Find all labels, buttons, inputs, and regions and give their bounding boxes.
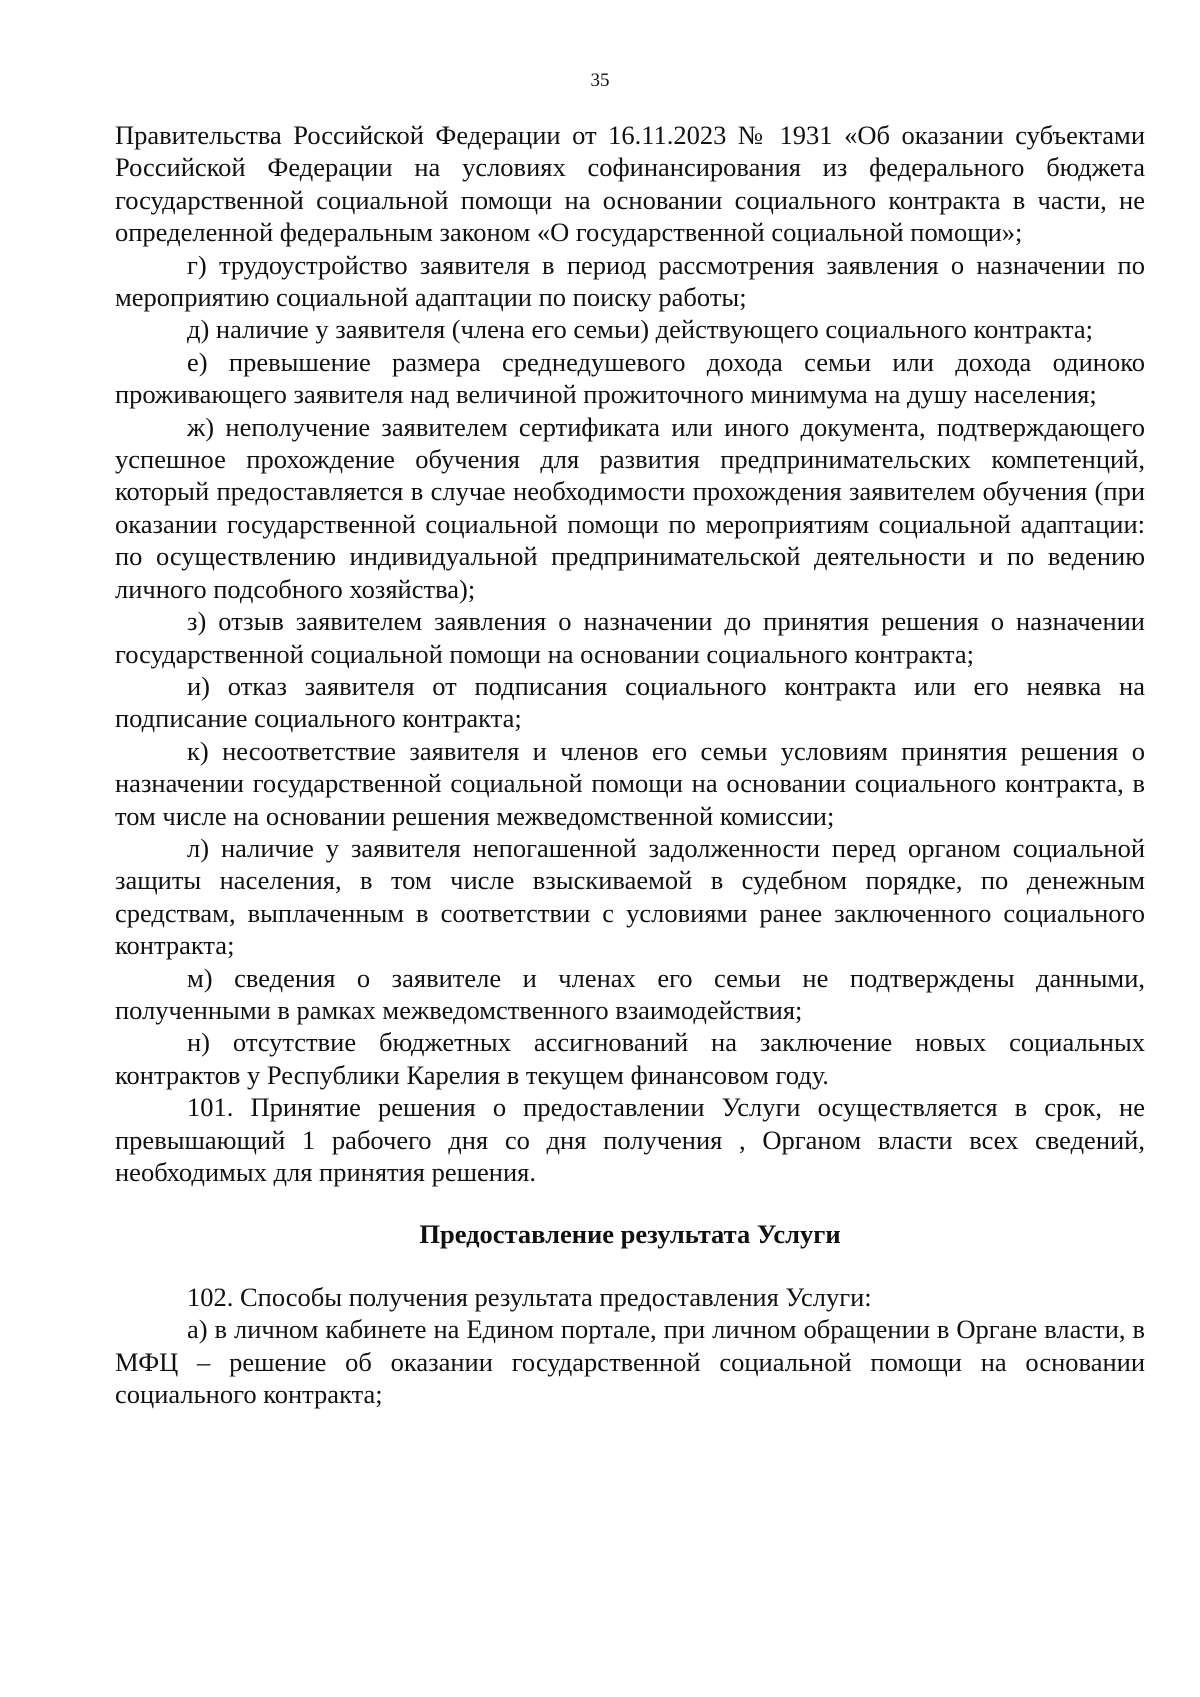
paragraph-item-a: а) в личном кабинете на Едином портале, при личном обращении в Органе власти, в МФЦ – решение об оказании государственной социальной помощи на основании социального контракта; — [115, 1314, 1145, 1410]
paragraph-item-e: е) превышение размера среднедушевого дохода семьи или дохода одиноко проживающего заявителя над величиной прожиточного минимума на душу населения; — [115, 346, 1145, 410]
paragraph-item-g: г) трудоустройство заявителя в период рассмотрения заявления о назначении по мероприятию социальной адаптации по поиску работы; — [115, 249, 1145, 313]
page-number: 35 — [590, 70, 610, 91]
paragraph-101: 101. Принятие решения о предоставлении Услуги осуществляется в срок, не превышающий 1 рабочего дня со дня получения , Органом власти всех сведений, необходимых для принятия решения. — [115, 1092, 1145, 1187]
paragraph-item-z: з) отзыв заявителем заявления о назначении до принятия решения о назначении государственной социальной помощи на основании социального контракта; — [115, 606, 1145, 669]
paragraph-continuation: Правительства Российской Федерации от 16.11.2023 № 1931 «Об оказании субъектами Российской Федерации на условиях софинансирования из федерального бюджета государственной социальной помощи на основании социального контракта в части, не определенной федеральным законом «О государственной социальной помощи»; — [115, 120, 1145, 248]
document-body — [115, 119, 1145, 1410]
paragraph-item-m: м) сведения о заявителе и членах его семьи не подтверждены данными, полученными в рамках межведомственного взаимодействия; — [115, 962, 1145, 1025]
spacer — [115, 1251, 1145, 1281]
paragraph-item-i: и) отказ заявителя от подписания социального контракта или его неявка на подписание социального контракта; — [115, 670, 1145, 734]
paragraph-item-n: н) отсутствие бюджетных ассигнований на заключение новых социальных контрактов у Республики Карелия в текущем финансовом году. — [115, 1027, 1145, 1090]
paragraph-item-l: л) наличие у заявителя непогашенной задолженности перед органом социальной защиты населения, в том числе взыскиваемой в судебном порядке, по денежным средствам, выплаченным в соответствии с условиями ранее заключенного социального контракта; — [115, 832, 1145, 961]
paragraph-item-k: к) несоответствие заявителя и членов его семьи условиям принятия решения о назначении государственной социальной помощи на основании социального контракта, в том числе на основании решения межведомственной комиссии; — [115, 735, 1145, 831]
paragraph-item-d: д) наличие у заявителя (члена его семьи) действующего социального контракта; — [187, 314, 1093, 345]
spacer — [115, 1188, 1145, 1218]
paragraph-item-zh: ж) неполучение заявителем сертификата или иного документа, подтверждающего успешное прохождение обучения для развития предпринимательских компетенций, который предоставляется в случае необходимости прохождения заявителем обучения (при оказании государственной социальной помощи по мероприятиям социальной адаптации: по осуществлению индивидуальной предпринимательской деятельности и по ведению личного подсобного хозяйства); — [115, 411, 1145, 604]
paragraph-102: 102. Способы получения результата предоставления Услуги: — [187, 1281, 872, 1312]
section-heading: Предоставление результата Услуги — [419, 1219, 841, 1250]
